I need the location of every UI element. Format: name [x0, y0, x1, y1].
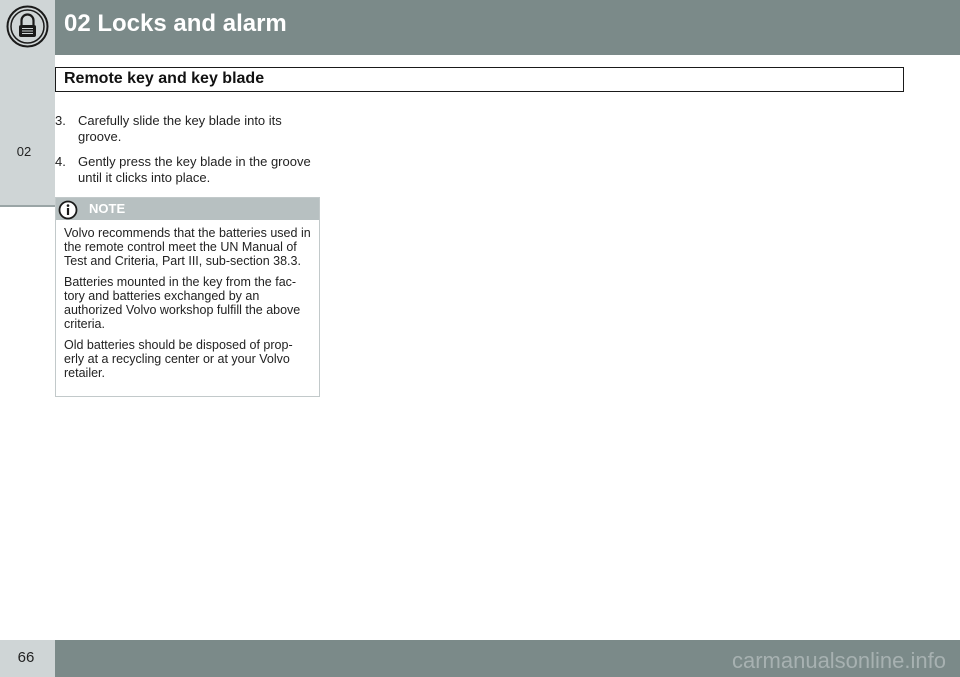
step-number: 4.: [55, 154, 66, 169]
note-paragraph: Old batteries should be disposed of prop- erly at a recycling center or at your Volvo retailer.: [64, 338, 293, 380]
padlock-icon: [6, 5, 49, 48]
page-number: 66: [17, 649, 35, 666]
note-paragraph: Volvo recommends that the batteries used in the remote control meet the UN Manual of Test and Criteria, Part III, sub-section 38.3.: [64, 226, 311, 268]
note-body: [64, 226, 315, 387]
step-number: 3.: [55, 113, 66, 128]
note-paragraph: Batteries mounted in the key from the fac- tory and batteries exchanged by an authorized Volvo workshop fulfill the above criteria.: [64, 275, 301, 331]
section-title-box: [55, 67, 904, 92]
step-item: [55, 113, 317, 145]
chapter-tab-label: 02: [16, 144, 32, 159]
step-text: Carefully slide the key blade into its groove.: [78, 113, 282, 144]
watermark: carmanualsonline.info: [731, 648, 946, 673]
chapter-tab: [0, 55, 55, 207]
step-text: Gently press the key blade in the groove until it clicks into place.: [78, 154, 311, 185]
chapter-icon-box: [0, 0, 55, 55]
chapter-title: 02 Locks and alarm: [64, 10, 287, 37]
step-item: [55, 154, 317, 186]
note-header: [56, 198, 319, 220]
section-title: Remote key and key blade: [64, 70, 265, 87]
step-list: [55, 113, 317, 195]
note-box: [55, 197, 320, 397]
info-icon: [58, 200, 78, 220]
note-title: NOTE: [89, 201, 126, 216]
